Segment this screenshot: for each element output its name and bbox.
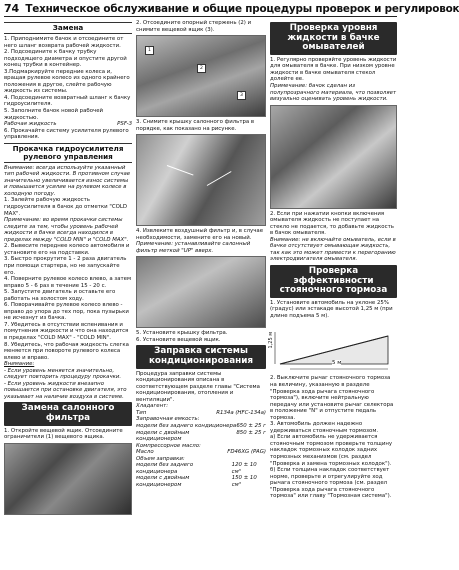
- page-header: [4, 2, 459, 15]
- glovebox-photo: [4, 443, 132, 515]
- bleed-step-8: 8. Убедитесь, что рабочая жидкость слегка меняется при повороте рулевого колеса влево и вправо.: [4, 341, 129, 361]
- fluid-label: Рабочая жидкость: [4, 121, 57, 128]
- ac-intro: Процедура заправки системы кондиционирования описана в соответствующем разделе главы "Система кондиционирования, отопления и вентиляции".: [136, 370, 260, 403]
- refrigerant-type-label: Тип: [136, 409, 147, 416]
- refrigerant-title: Хладагент:: [136, 403, 169, 410]
- warning-title: Внимание:: [4, 361, 35, 368]
- refrigerant-type-value: R134a (HFC-134a): [216, 409, 266, 416]
- length-label: 5 м: [332, 360, 342, 367]
- filter-step-4: 4. Извлеките воздушный фильтр и, в случае необходимости, замените его на новый.: [136, 228, 264, 241]
- refrigerant-capacity-rear-value: 650 ± 25 г: [236, 423, 266, 430]
- refrigerant-capacity-rear-label: модели без заднего кондиционера: [136, 423, 237, 430]
- oil-type-label: Масло: [136, 449, 154, 456]
- step-6: 6. Прокачайте систему усилителя рулевого управления.: [4, 127, 129, 141]
- slope-diagram: [270, 322, 397, 372]
- refrigerant-capacity-dual: [136, 430, 266, 443]
- bleed-step-7: 7. Убедитесь в отсутствии вспенивания и помутнения жидкости и что она находится в пределах "COLD MAX" - "COLD MIN".: [4, 321, 129, 341]
- oil-capacity-rear-label: модели без заднего кондиционера: [136, 462, 194, 475]
- refrigerant-capacity-title: Заправочная емкость:: [136, 416, 200, 423]
- oil-capacity-rear-value: 120 ± 10 см³: [231, 462, 257, 475]
- warning-washer: Внимание: не включайте омыватель, если в бачке отсутствует омывающая жидкость, так как это может привести к перегоранию электродвигателя омывателя.: [270, 236, 396, 263]
- brake-step-3: 3. Автомобиль должен надежно удерживаться стояночным тормозом.: [270, 421, 379, 434]
- section-heading-parking-brake: Проверка эффективности стояночного тормоза: [270, 265, 397, 298]
- oil-type-value: FD46XG (PAG): [227, 449, 266, 456]
- oil-capacity-rear: [136, 462, 266, 475]
- filter-step-6: 6. Установите вещевой ящик.: [136, 336, 221, 343]
- bleed-step-1: 1. Залейте рабочую жидкость гидроусилителя в бачок до отметки "COLD MAX".: [4, 197, 128, 217]
- oil-title: Компрессорное масло:: [136, 442, 201, 449]
- filter-step-5: 5. Установите крышку фильтра.: [136, 330, 228, 337]
- brake-step-2: 2. Выключите рычаг стояночного тормоза на величину, указанную в разделе "Проверка хода рычага стояночного тормоза"), включите нейтральную передачу или установите рычаг селектора в положение "N" и отпустите педаль тормоза.: [270, 375, 394, 421]
- warning-item-2: - Если уровень жидкости внезапно повышается при остановке двигателя, это указывает на наличие воздуха в системе.: [4, 380, 127, 400]
- warning-item-1: - Если уровень меняется значительно, следует повторить процедуру прокачки.: [4, 367, 122, 381]
- arrow-icon: [207, 171, 232, 186]
- section-heading-cabin-filter: Замена салонного фильтра: [4, 402, 132, 425]
- header-rule: [4, 16, 397, 17]
- oil-capacity-title: Объем заправки:: [136, 455, 185, 462]
- page-title: Техническое обслуживание и общие процедуры проверок и регулировок: [25, 3, 459, 15]
- photo-label-2: 2: [197, 64, 206, 73]
- refrigerant-capacity-dual-value: 850 ± 25 г: [236, 429, 267, 436]
- refrigerant-capacity-dual-label: модели с двойным кондиционером: [136, 429, 190, 443]
- warning-fluid: Внимание: всегда используйте указанный тип рабочей жидкости. В противном случае значительно увеличивается износ системы и повышается усилие на рулевом колесе в холодную погоду.: [4, 164, 131, 197]
- note-washer-tank: Примечание: бачок сделан из полупрозрачного материала, что позволяет визуально оценивать уровень жидкости.: [270, 82, 397, 103]
- step-1: 1. Приподнимите бачок и отсоедините от него шланг возврата рабочей жидкости.: [4, 36, 124, 49]
- glovebox-removal-photo: [136, 35, 266, 117]
- step-2: 2. Подсоедините к бачку трубку подходящего диаметра и опустите другой конец трубки в контейнер.: [4, 49, 127, 69]
- photo-label-1: 1: [145, 46, 154, 55]
- brake-step-3b: б) Если толщина накладок соответствует норме, проверьте и отрегулируйте ход рычага стояночного тормоза (см. раздел "Проверка хода рычага стояночного тормоза" или главу "Тормозная система").: [270, 467, 392, 500]
- filter-step-1: 1. Откройте вещевой ящик. Отсоедините ограничители (1) вещевого ящика.: [4, 427, 123, 441]
- washer-tank-photo: [270, 105, 397, 209]
- bleed-step-2: 2. Вывесите переднее колесо автомобиля и установите его на подставки.: [4, 243, 130, 256]
- note-level: Примечание: во время прокачки системы следите за тем, чтобы уровень рабочей жидкости в бачке всегда находился в пределах между "COLD MIN" и "COLD MAX".: [4, 217, 129, 243]
- note-filter-up: Примечание: устанавливайте салонный фильтр меткой "UP" вверх.: [136, 241, 251, 254]
- oil-capacity-dual-label: модели с двойным кондиционером: [136, 475, 190, 488]
- column-right: [270, 20, 397, 500]
- bleed-step-3: 3. Быстро прокрутите 1 - 2 раза двигатель при помощи стартера, но не запускайте его.: [4, 256, 127, 276]
- section-heading-replacement: Замена: [4, 22, 132, 34]
- filter-step-2: 2. Отсоедините опорный стержень (2) и снимите вещевой ящик (3).: [136, 20, 252, 33]
- brake-step-3a: а) Если автомобиль не удерживается стояночным тормозом проверьте толщину накладок тормозных колодок задних тормозных механизмов (см. раздел "Проверка и замена тормозных колодок").: [270, 434, 393, 467]
- section-heading-bleeding: Прокачка гидроусилителя рулевого управления: [4, 143, 132, 163]
- brake-step-1: 1. Установите автомобиль на уклоне 25% (градус) или эстакаде высотой 1,25 м (при длине подъема 5 м).: [270, 299, 393, 319]
- oil-capacity-dual-value: 150 ± 10 см³: [231, 475, 257, 488]
- filter-element-photo: [136, 256, 266, 328]
- step-5: 5. Заполните бачок новой рабочей жидкостью.: [4, 108, 104, 121]
- bleed-step-5: 5. Запустите двигатель и оставьте его работать на холостом ходу.: [4, 289, 116, 302]
- washer-step-2: 2. Если при нажатии кнопки включения омывателя жидкость не поступает на стекло не подается, то добавьте жидкость в бачок омывателя.: [270, 210, 394, 237]
- column-middle: [136, 20, 266, 489]
- section-heading-washer: Проверка уровня жидкости в бачке омывателей: [270, 22, 397, 55]
- arrow-icon: [167, 165, 194, 176]
- bleed-step-6: 6. Поворачивайте рулевое колесо влево - вправо до упора до тех пор, пока пузырьки не исчезнут из бачка.: [4, 302, 129, 322]
- page-number: 74: [4, 2, 19, 15]
- fluid-value: PSF-3: [117, 121, 132, 128]
- height-label: 1,25 м: [268, 332, 274, 349]
- washer-step-1: 1. Регулярно проверяйте уровень жидкости для омывателя в бачке. При низком уровне жидкости в бачке омывателя стекол долейте ее.: [270, 56, 397, 83]
- step-4: 4. Подсоедините возвратный шланг к бачку гидроусилителя.: [4, 94, 131, 108]
- filter-cover-photo: [136, 134, 266, 226]
- oil-capacity-dual: [136, 475, 266, 488]
- step-3: 3.Подмаркируйте передние колеса и, вращая рулевое колесо из одного крайнего положения в другое, слейте рабочую жидкость из системы.: [4, 68, 130, 95]
- photo-label-3: 3: [237, 91, 246, 100]
- bleed-step-4: 4. Поверните рулевое колесо влево, а затем вправо 5 - 6 раз в течение 15 - 20 с.: [4, 276, 132, 289]
- filter-step-3: 3. Снимите крышку салонного фильтра в порядке, как показано на рисунке.: [136, 119, 255, 132]
- section-heading-ac: Заправка системы кондиционирования: [136, 345, 266, 368]
- column-left: [4, 20, 132, 517]
